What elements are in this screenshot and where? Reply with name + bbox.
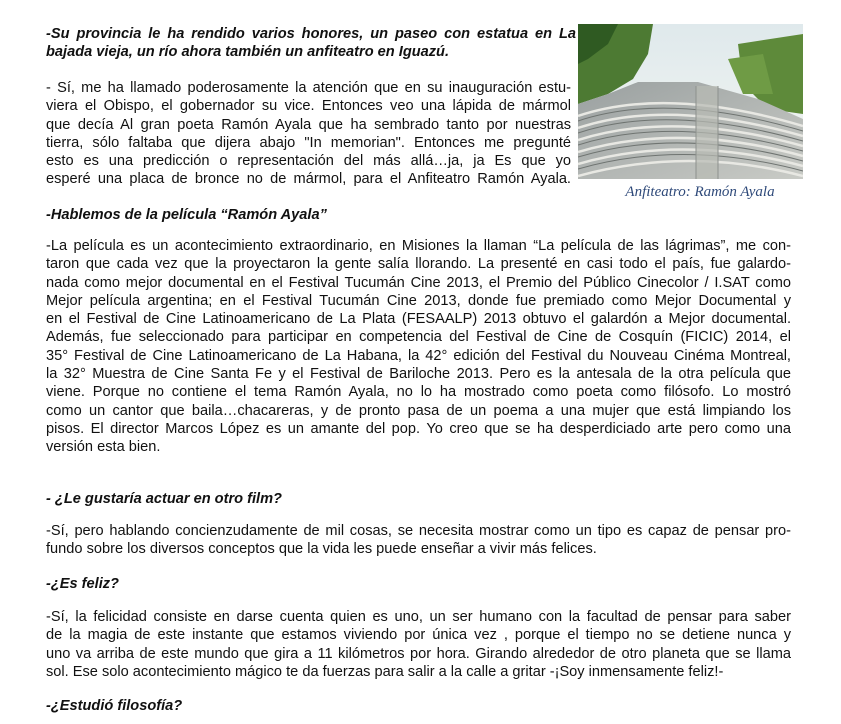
text-line: -¿Es feliz? [46, 576, 119, 592]
text-line: uno va arriba de este mundo que gira a 11 kilómetros por hora. Girando alrededor de otro planeta que se llama [46, 645, 791, 662]
text-line: nada como mejor documental en el Festival Tucumán Cine 2013, el Premio del Público Cinecolor / I.SAT como [46, 274, 791, 291]
figure-caption: Anfiteatro: Ramón Ayala [625, 184, 775, 200]
text-line: la 32° Muestra de Cine Santa Fe y el Festival de Bariloche 2013. Pero es la antesala de la otra película que [46, 366, 791, 383]
amphitheater-photo [578, 24, 803, 179]
text-line: de la magia de este instante que estamos viviendo por única vez , porque el tiempo no se detiene nunca y [46, 627, 791, 644]
text-line: -¿Estudió filosofía? [46, 698, 183, 714]
answer-anfiteatro [46, 79, 571, 189]
text-line: fundo sobre los diversos conceptos que la vida les puede enseñar a vivir más felices. [46, 541, 597, 558]
text-line: sol. Ese solo acontecimiento mágico te da fuerzas para salir a la calle a gritar -¡Soy inmensamente feliz!- [46, 663, 724, 680]
text-line: -Sí, pero hablando concienzudamente de mil cosas, se necesita mostrar como un tipo es capaz de pensar pro- [46, 523, 791, 539]
text-line: versión esta bien. [46, 439, 161, 456]
text-line: tierra, sólo faltaba que dijera abajo "In memorian". Entonces me pregunté [46, 134, 571, 151]
text-line: taron que cada vez que la proyectaron la gente salía llorando. La presenté en casi todo el país, fue galardo- [46, 256, 791, 273]
answer-feliz [46, 608, 791, 681]
text-line: Además, fue seleccionado para participar en competencia del Festival de Cine de Cosquín (FICIC) 2014, el [46, 329, 791, 346]
text-line: 35° Festival de Cine Latinoamericano de La Habana, la 42° edición del Festival du Nouveau Cinéma Montreal, [46, 347, 791, 364]
text-line: Mejor película argentina; en el Festival Tucumán Cine 2013, donde fue premiado como Mejor Documental y [46, 292, 791, 309]
answer-pelicula [46, 237, 791, 457]
question-filosofia [46, 697, 791, 715]
text-line: viera el Obispo, el gobernador su vice. Entonces veo una lápida de mármol [46, 98, 571, 115]
text-line: viene. Porque no contiene el tema Ramón Ayala, no lo ha mostrado como poeta como filósofo. Lo mostró [46, 384, 791, 401]
text-line: -La película es un acontecimiento extraordinario, en Misiones la llaman “La película de las lágrimas”, me con- [46, 238, 791, 254]
text-line: como un cantor que baila…chacareras, y de pronto pasa de un poema a una mujer que está limpiando los [46, 402, 791, 419]
text-line: - Sí, me ha llamado poderosamente la atención que en su inauguración estu- [46, 80, 571, 96]
question-feliz [46, 575, 791, 593]
text-line: pisos. El director Marcos López es un amante del pop. Yo creo que se ha desperdiciado arte pero como una [46, 420, 791, 437]
question-pelicula [46, 206, 791, 224]
answer-actuar [46, 522, 791, 559]
text-line: -Sí, la felicidad consiste en darse cuenta quien es uno, un ser humano con la facultad de pensar para saber [46, 609, 791, 625]
text-line: esperé una placa de bronce no de mármol, para el Anfiteatro Ramón Ayala. [46, 171, 571, 188]
text-line: bajada vieja, un río ahora también un anfiteatro en Iguazú. [46, 44, 450, 61]
text-line: - ¿Le gustaría actuar en otro film? [46, 491, 282, 507]
text-line: que decía Al gran poeta Ramón Ayala que ha sembrado tanto por nuestras [46, 116, 571, 133]
text-line: en el Festival de Cine Latinoamericano de La Plata (FESAALP) 2013 obtuvo el galardón a Mejor documental. [46, 311, 791, 328]
text-line: -Su provincia le ha rendido varios honores, un paseo con estatua en La [46, 26, 576, 42]
question-provincia-honores [46, 25, 576, 62]
text-line: -Hablemos de la película “Ramón Ayala” [46, 207, 327, 223]
text-line: esto es una predicción o representación del más allá…ja, ja Es que yo [46, 153, 571, 170]
question-actuar [46, 490, 791, 508]
